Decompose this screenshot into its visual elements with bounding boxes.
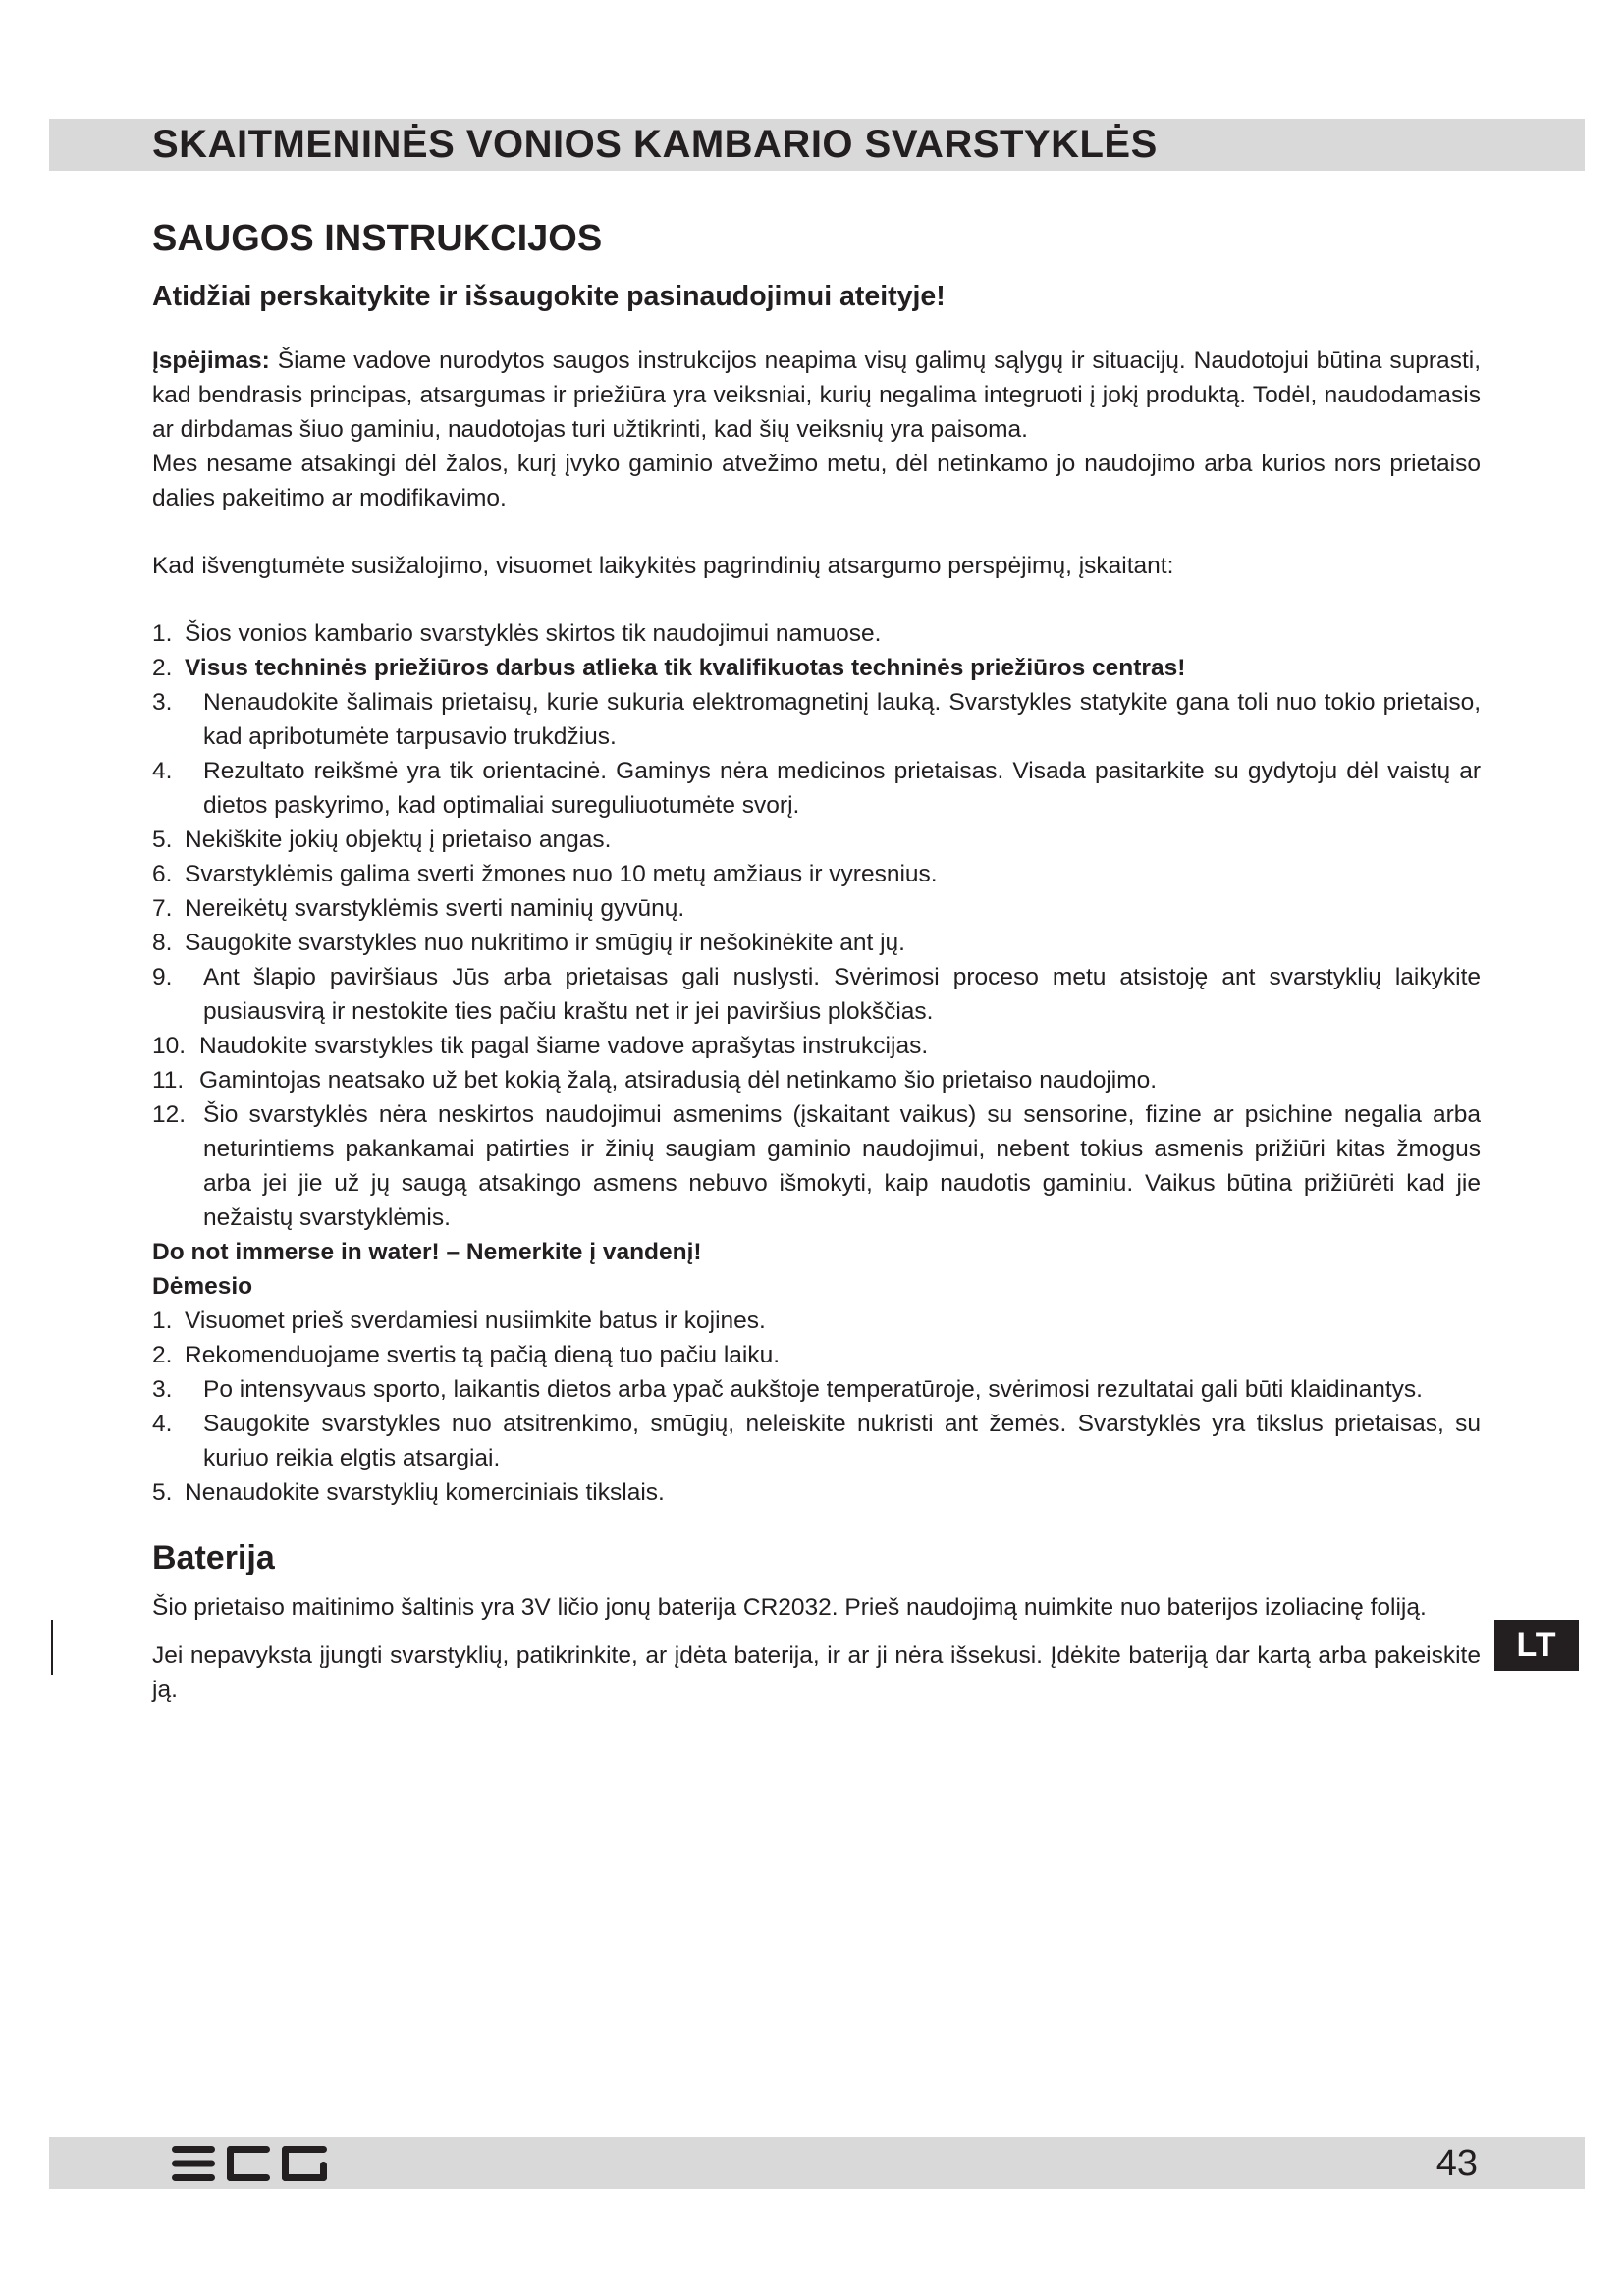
safety-heading: SAUGOS INSTRUKCIJOS	[152, 218, 603, 259]
list-item-text: Naudokite svarstykles tik pagal šiame vadove aprašytas instrukcijas.	[199, 1033, 929, 1059]
warning-text: Šiame vadove nurodytos saugos instrukcijos neapima visų galimų sąlygų ir situacijų. Naudotojui būtina suprasti, kad bendrasis principas, atsargumas ir priežiūra yra veiksniai, kurių negalima integruoti į jokį produktą. Todėl, naudodamasis ar dirbdamas šiuo gaminiu, naudotojas turi užtikrinti, kad šių veiksnių yra paisoma.	[152, 347, 1481, 443]
list-item-text: Visus techninės priežiūros darbus atlieka tik kvalifikuotas techninės priežiūros centras!	[185, 655, 1186, 681]
battery-paragraph-2: Jei nepavyksta įjungti svarstyklių, patikrinkite, ar įdėta baterija, ir ar ji nėra išsekusi. Įdėkite bateriją dar kartą arba pakeiskite ją.	[152, 1642, 1481, 1703]
list-item-number: 4.	[152, 758, 173, 784]
list-item-text: Visuomet prieš sverdamiesi nusiimkite batus ir kojines.	[185, 1308, 766, 1334]
list-item	[152, 1029, 1481, 1063]
warning-label: Įspėjimas:	[152, 347, 270, 374]
list-item-text: Šios vonios kambario svarstyklės skirtos tik naudojimui namuose.	[185, 620, 882, 647]
list-item-number: 11.	[152, 1067, 185, 1094]
list-item-text: Ant šlapio paviršiaus Jūs arba prietaisas gali nuslysti. Svėrimosi proceso metu atsistoję ant svarstyklių laikykite pusiausvirą ir nestokite ties pačiu kraštu net ir jei paviršius plokščias.	[203, 964, 1481, 1025]
list-item-number: 12.	[152, 1101, 187, 1128]
safety-list	[152, 616, 1481, 1235]
list-item	[152, 1372, 1481, 1407]
list-item-text: Po intensyvaus sporto, laikantis dietos arba ypač aukštoje temperatūroje, svėrimosi rezultatai gali būti klaidinantys.	[203, 1376, 1423, 1403]
list-item-text: Svarstyklėmis galima sverti žmones nuo 10 metų amžiaus ir vyresnius.	[185, 861, 938, 887]
list-item	[152, 685, 1481, 754]
list-item-text: Saugokite svarstykles nuo atsitrenkimo, smūgių, neleiskite nukristi ant žemės. Svarstyklės yra tikslus prietaisas, su kuriuo reikia elgtis atsargiai.	[203, 1411, 1481, 1471]
ecg-logo	[172, 2144, 329, 2183]
list-item-number: 9.	[152, 964, 173, 990]
list-item-text: Nenaudokite svarstyklių komerciniais tikslais.	[185, 1479, 665, 1506]
list-item	[152, 1063, 1481, 1097]
list-item-number: 7.	[152, 895, 173, 922]
list-item-number: 3.	[152, 1376, 173, 1403]
intro-paragraph: Kad išvengtumėte susižalojimo, visuomet laikykitės pagrindinių atsargumo perspėjimų, įskaitant:	[152, 553, 1174, 579]
list-item	[152, 857, 1481, 891]
document-body	[152, 214, 1481, 1707]
list-item	[152, 1475, 1481, 1510]
ecg-logo-icon	[172, 2144, 329, 2183]
list-item	[152, 1097, 1481, 1235]
water-warning: Do not immerse in water! – Nemerkite į vandenį!	[152, 1239, 702, 1265]
language-tab: LT	[1494, 1620, 1579, 1671]
liability-paragraph: Mes nesame atsakingi dėl žalos, kurį įvyko gaminio atvežimo metu, dėl netinkamo jo naudojimo arba kurios nors prietaiso dalies pakeitimo ar modifikavimo.	[152, 451, 1481, 511]
list-item	[152, 1338, 1481, 1372]
list-item	[152, 754, 1481, 823]
list-item-number: 1.	[152, 1308, 173, 1334]
safety-subheading: Atidžiai perskaitykite ir išsaugokite pasinaudojimui ateityje!	[152, 281, 946, 312]
battery-heading: Baterija	[152, 1539, 275, 1576]
list-item-number: 8.	[152, 930, 173, 956]
list-item-text: Šio svarstyklės nėra neskirtos naudojimui asmenims (įskaitant vaikus) su sensorine, fizine ar psichine negalia arba neturintiems pakankamai patirties ir žinių saugiam gaminio naudojimui, nebent tokius asmenis prižiūri kitas žmogus arba jei jie už jų saugą atsakingo asmens nebuvo išmokyti, kaip naudotis gaminiu. Vaikus būtina prižiūrėti kad jie nežaistų svarstyklėmis.	[203, 1101, 1481, 1231]
list-item-number: 5.	[152, 1479, 173, 1506]
list-item-text: Rekomenduojame svertis tą pačią dieną tuo pačiu laiku.	[185, 1342, 781, 1368]
list-item-number: 10.	[152, 1033, 187, 1059]
list-item-number: 5.	[152, 827, 173, 853]
list-item	[152, 1304, 1481, 1338]
list-item	[152, 926, 1481, 960]
list-item-number: 1.	[152, 620, 173, 647]
list-item	[152, 960, 1481, 1029]
page-title: SKAITMENINĖS VONIOS KAMBARIO SVARSTYKLĖS	[152, 123, 1158, 166]
attention-list	[152, 1304, 1481, 1510]
list-item-text: Nereikėtų svarstyklėmis sverti naminių gyvūnų.	[185, 895, 685, 922]
list-item	[152, 823, 1481, 857]
list-item-text: Nenaudokite šalimais prietaisų, kurie sukuria elektromagnetinį lauką. Svarstykles statykite gana toli nuo tokio prietaiso, kad apribotumėte tarpusavio trukdžius.	[203, 689, 1481, 750]
page-number: 43	[1435, 2143, 1478, 2184]
list-item	[152, 616, 1481, 651]
warning-paragraph	[152, 344, 1481, 447]
list-item-number: 6.	[152, 861, 173, 887]
list-item-number: 2.	[152, 655, 173, 681]
list-item-text: Rezultato reikšmė yra tik orientacinė. Gaminys nėra medicinos prietaisas. Visada pasitarkite su gydytoju dėl vaistų ar dietos paskyrimo, kad optimaliai sureguliuotumėte svorį.	[203, 758, 1481, 819]
margin-mark	[51, 1620, 53, 1675]
list-item	[152, 891, 1481, 926]
list-item	[152, 651, 1481, 685]
attention-heading: Dėmesio	[152, 1273, 253, 1300]
list-item-text: Nekiškite jokių objektų į prietaiso angas.	[185, 827, 612, 853]
battery-paragraph-1: Šio prietaiso maitinimo šaltinis yra 3V ličio jonų baterija CR2032. Prieš naudojimą nuimkite nuo baterijos izoliacinę foliją.	[152, 1594, 1427, 1621]
list-item	[152, 1407, 1481, 1475]
list-item-text: Saugokite svarstykles nuo nukritimo ir smūgių ir nešokinėkite ant jų.	[185, 930, 905, 956]
list-item-number: 3.	[152, 689, 173, 716]
list-item-number: 2.	[152, 1342, 173, 1368]
list-item-text: Gamintojas neatsako už bet kokią žalą, atsiradusią dėl netinkamo šio prietaiso naudojimo.	[199, 1067, 1158, 1094]
list-item-number: 4.	[152, 1411, 173, 1437]
